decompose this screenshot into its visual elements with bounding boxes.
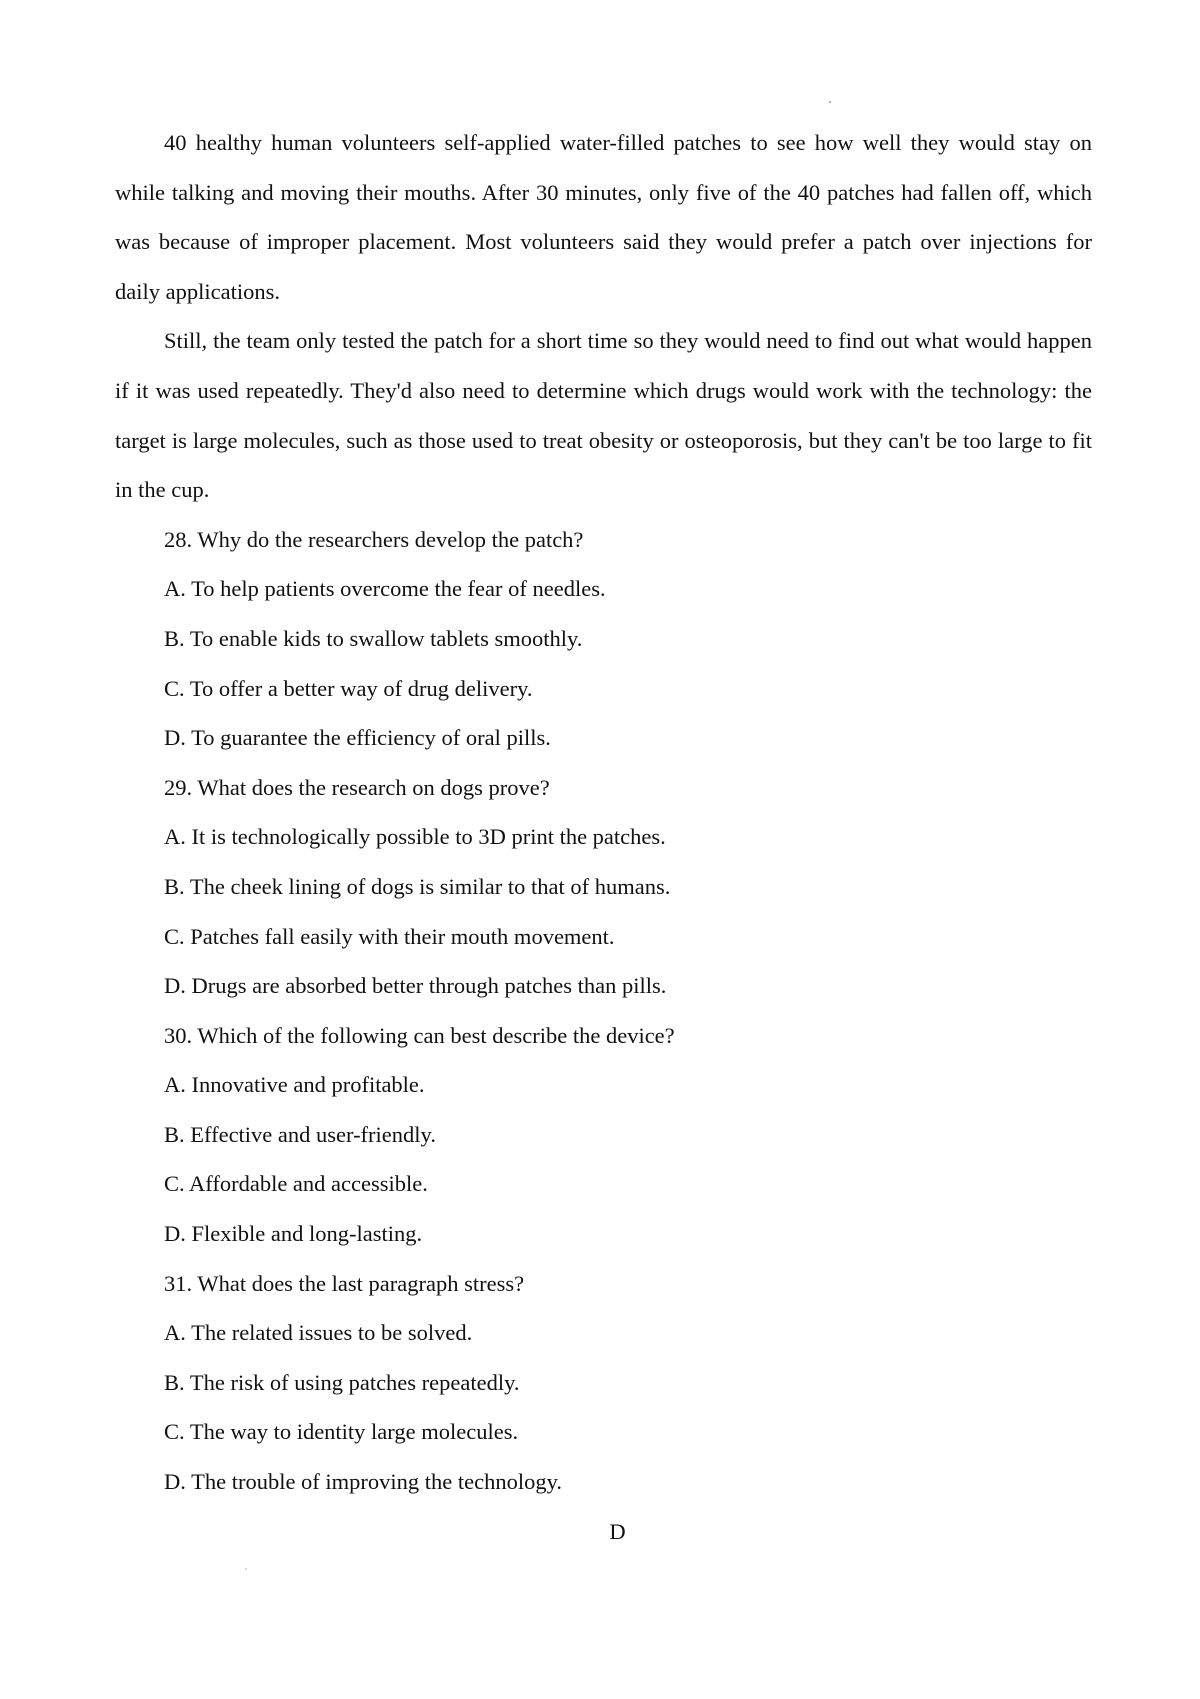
passage-paragraph-2: Still, the team only tested the patch for a short time so they would need to find out what would happen if it was used repeatedly. They'd also need to determine which drugs would work with the technology: the target is large molecules, such as those used to treat obesity or osteoporosis, but they can't be too large to fit in the cup. [115,328,1092,503]
option-b: B. The risk of using patches repeatedly. [164,1369,520,1395]
option-d: D. To guarantee the efficiency of oral pills. [164,725,551,751]
question-30 [115,1011,1092,1259]
question-stem: 31. What does the last paragraph stress? [164,1270,525,1296]
option-c: C. The way to identity large molecules. [164,1419,519,1445]
option-a: A. It is technologically possible to 3D print the patches. [164,824,666,850]
option-b: B. The cheek lining of dogs is similar to that of humans. [164,873,671,899]
question-31 [115,1259,1092,1507]
option-c: C. To offer a better way of drug delivery. [164,675,533,701]
question-28 [115,515,1092,763]
scan-speck [829,101,831,103]
scan-speck [245,1568,247,1570]
option-b: B. To enable kids to swallow tablets smoothly. [164,625,583,651]
passage-paragraph-1: 40 healthy human volunteers self-applied water-filled patches to see how well they would stay on while talking and moving their mouths. After 30 minutes, only five of the 40 patches had fallen off, which was because of improper placement. Most volunteers said they would prefer a patch over injections for daily applications. [115,130,1092,304]
option-c: C. Affordable and accessible. [164,1171,428,1197]
option-a: A. To help patients overcome the fear of needles. [164,576,606,602]
option-d: D. The trouble of improving the technology. [164,1469,563,1495]
option-d: D. Drugs are absorbed better through patches than pills. [164,973,667,999]
option-b: B. Effective and user-friendly. [164,1121,436,1147]
option-c: C. Patches fall easily with their mouth movement. [164,923,615,949]
option-a: A. Innovative and profitable. [164,1072,425,1098]
option-d: D. Flexible and long-lasting. [164,1221,423,1247]
question-stem: 29. What does the research on dogs prove? [164,774,550,800]
section-heading-d: D [609,1518,626,1544]
question-29 [115,763,1092,1011]
question-stem: 28. Why do the researchers develop the patch? [164,526,584,552]
question-stem: 30. Which of the following can best describe the device? [164,1022,675,1048]
document-page [115,118,1092,1556]
option-a: A. The related issues to be solved. [164,1320,473,1346]
